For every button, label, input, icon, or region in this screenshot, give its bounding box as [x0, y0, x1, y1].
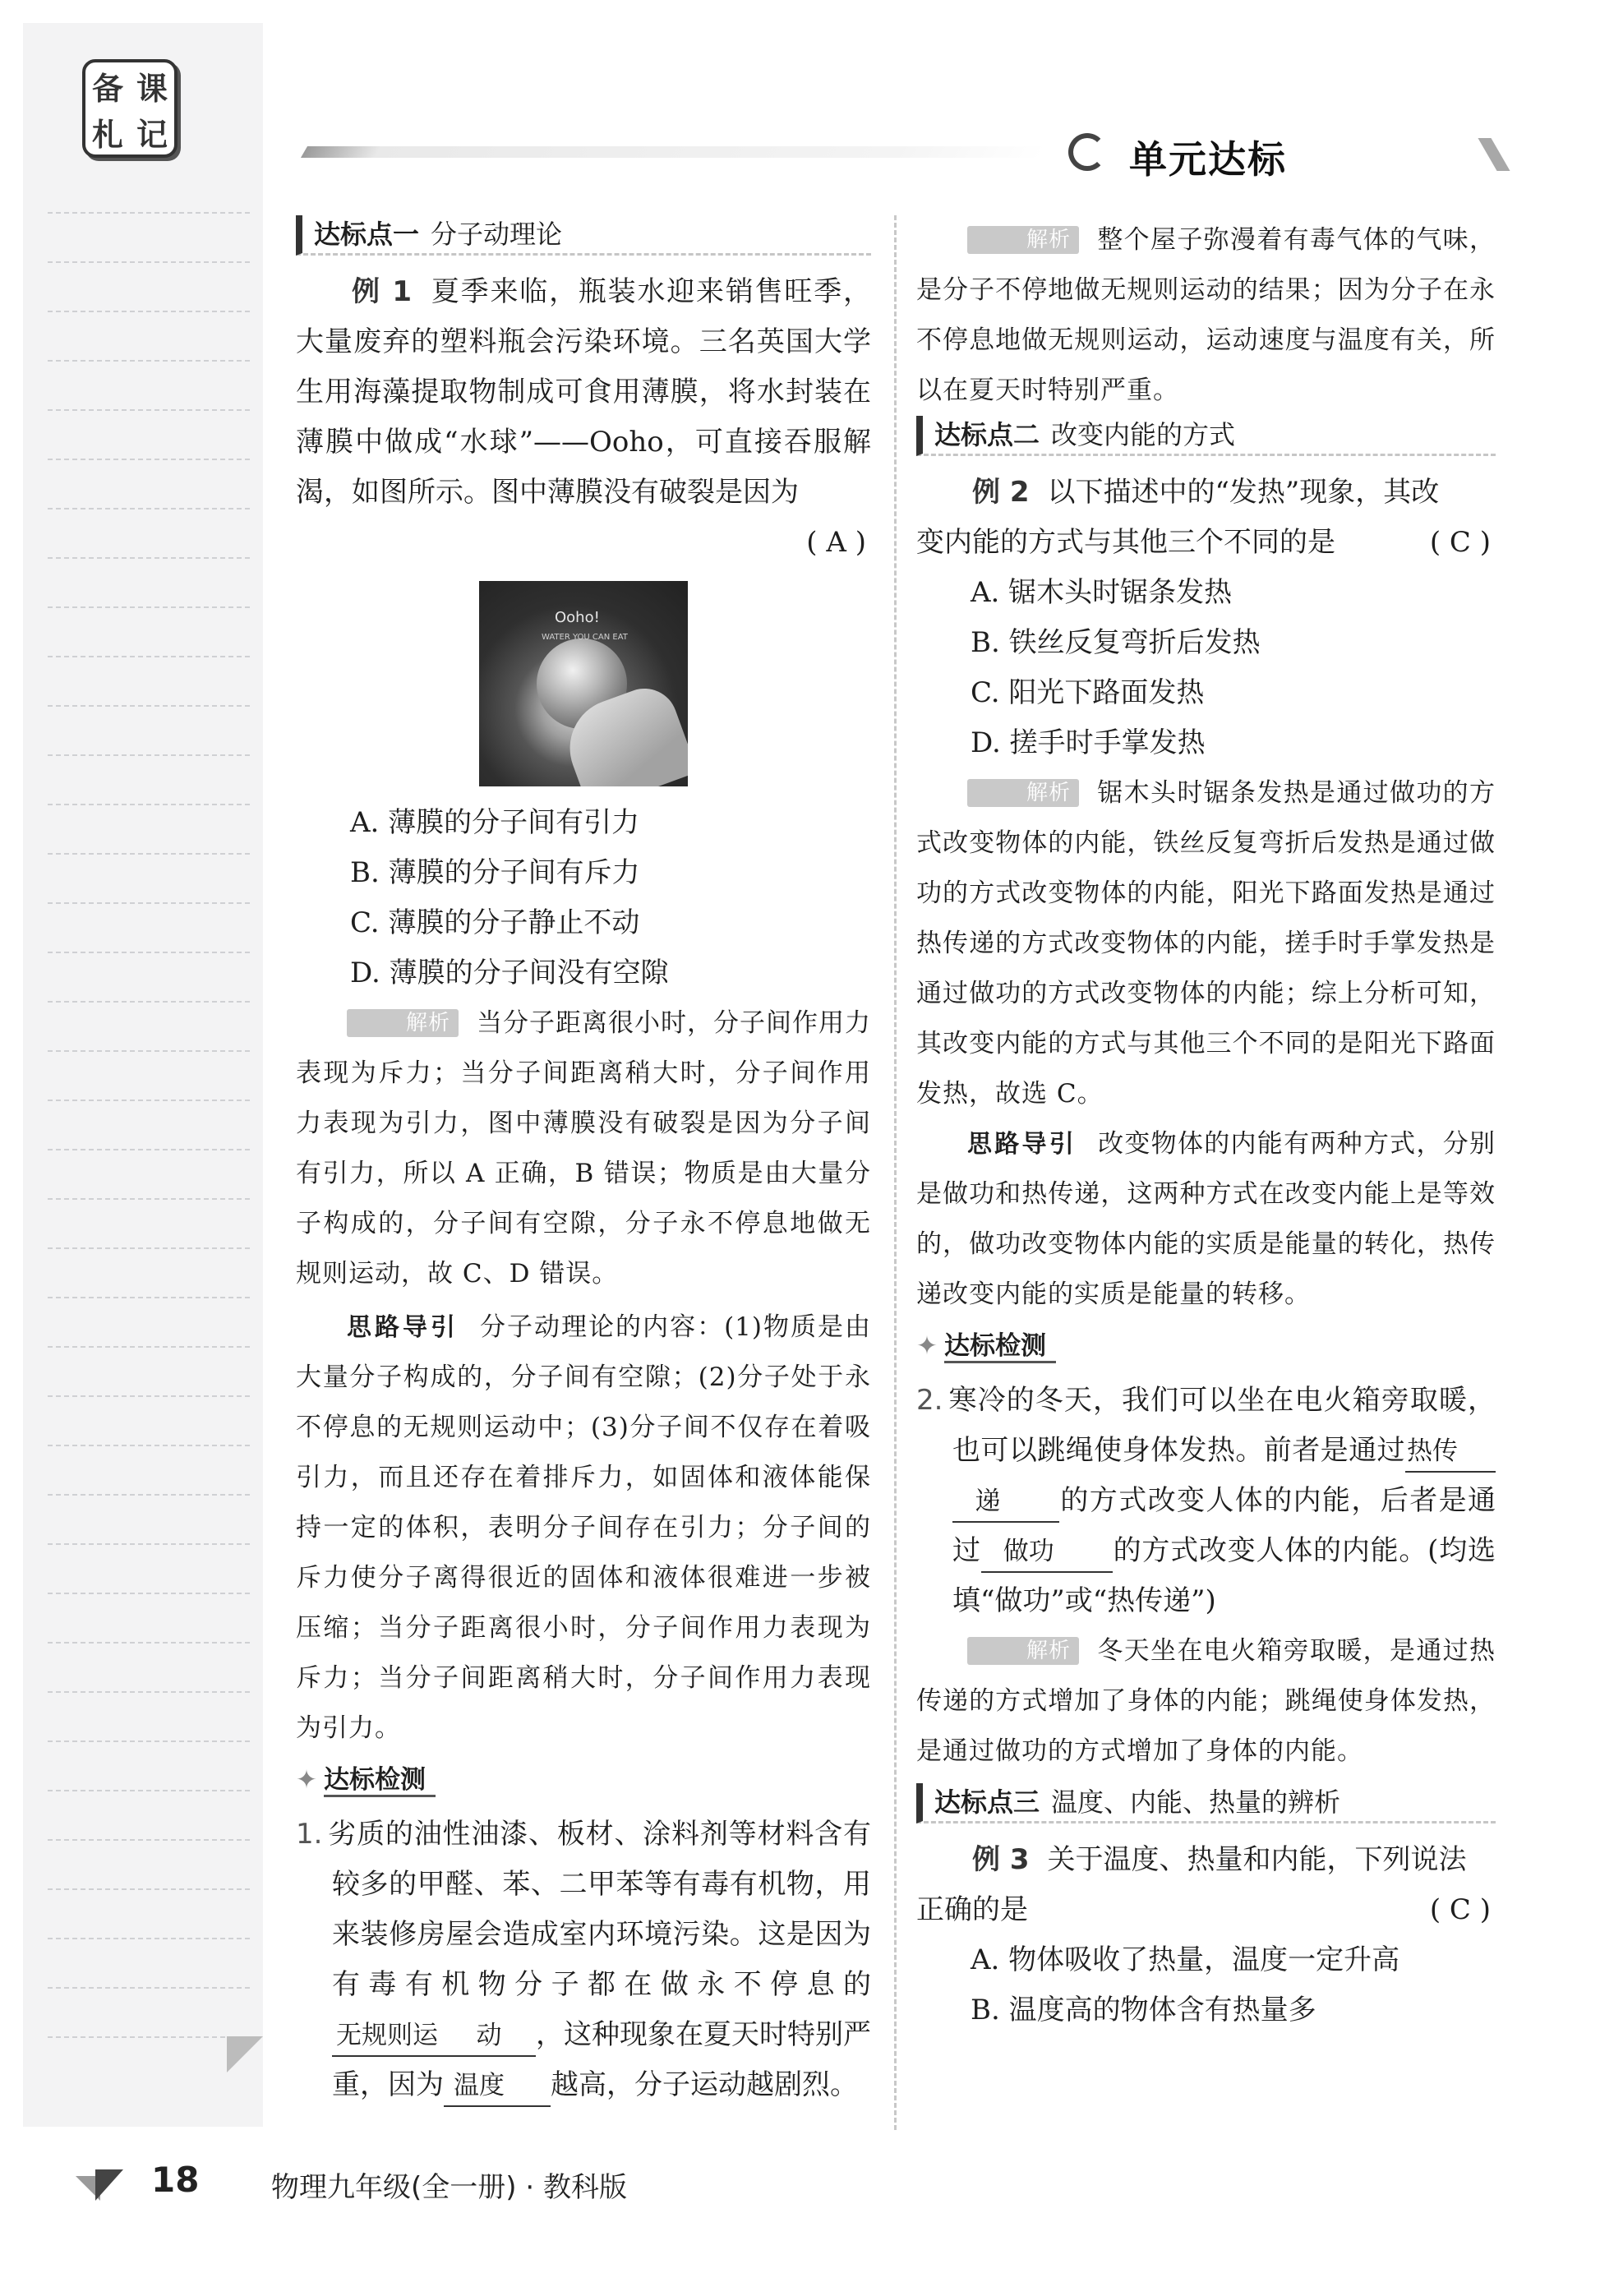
answer-blank: 无规则运	[332, 2016, 478, 2057]
analysis	[916, 1626, 1496, 1777]
analysis-tag: 解析	[967, 226, 1079, 254]
check-heading	[916, 1325, 1496, 1367]
option: A. 薄膜的分子间有引力	[350, 806, 640, 839]
example-text: 关于温度、热量和内能，下列说法	[1047, 1843, 1467, 1876]
option: A. 物体吸收了热量，温度一定升高	[971, 1943, 1400, 1976]
option: B. 铁丝反复弯折后发热	[971, 626, 1261, 659]
footer-arrow-icon	[76, 2169, 125, 2204]
guide	[916, 1119, 1496, 1320]
badge-char: 札	[91, 116, 123, 153]
unit-title: 单元达标	[1129, 137, 1287, 182]
example-text: 夏季来临，瓶装水迎来销售旺季，大量废弃的塑料瓶会污染环境。三名英国大学生用海藻提取物制成可食用薄膜，将水封装在薄膜中做成“水球”——Ooho，可直接吞服解渴，如图所示。图中薄膜没有破裂是因为	[296, 275, 872, 509]
check-label: 达标检测	[324, 1765, 436, 1797]
right-column	[916, 215, 1496, 2036]
book-title: 物理九年级(全一册) · 教科版	[271, 2171, 627, 2204]
notes-margin	[23, 23, 263, 2127]
analysis-tag: 解析	[967, 779, 1079, 807]
analysis-text: 冬天坐在电火箱旁取暖，是通过热传递的方式增加了身体的内能；跳绳使身体发热，是通过做功的方式增加了身体的内能。	[916, 1636, 1496, 1766]
guide-text: 改变物体的内能有两种方式，分别是做功和热传递，这两种方式在改变内能上是等效的，做功改变物体内能的实质是能量的转化，热传递改变内能的实质是能量的转移。	[916, 1129, 1496, 1309]
badge-char: 记	[136, 116, 168, 153]
question-1	[296, 1810, 871, 2110]
answer-blank: 温度	[444, 2066, 551, 2107]
check-heading	[296, 1759, 871, 1801]
question-number: 2.	[916, 1384, 943, 1417]
example-text-line	[916, 518, 1496, 568]
sparkle-icon: ✦	[916, 1331, 938, 1361]
badge-char: 备	[91, 70, 123, 107]
option: D. 搓手时手掌发热	[971, 726, 1206, 759]
page-number: 18	[151, 2160, 200, 2200]
example-text: 以下描述中的“发热”现象，其改	[1047, 476, 1440, 509]
example-tag: 例 2	[972, 476, 1030, 509]
option: D. 薄膜的分子间没有空隙	[350, 957, 669, 989]
notes-badge	[82, 59, 178, 158]
answer-blank: 做功	[981, 1532, 1113, 1573]
example-2	[916, 468, 1496, 518]
header-bar-left	[301, 146, 1047, 158]
question-number: 1.	[296, 1818, 323, 1851]
example-3	[916, 1835, 1496, 1885]
analysis	[916, 215, 1496, 416]
section-title: 改变内能的方式	[1051, 419, 1236, 450]
analysis-text: 当分子距离很小时，分子间作用力表现为斥力；当分子间距离稍大时，分子间作用力表现为引力，图中薄膜没有破裂是因为分子间有引力，所以 A 正确，B 错误；物质是由大量分子构成的，分子间有空隙，分子永不停息地做无规则运动，故 C、D 错误。	[296, 1008, 872, 1289]
unit-header	[288, 123, 1496, 189]
guide-tag: 思路导引	[347, 1313, 459, 1342]
guide-tag: 思路导引	[967, 1130, 1077, 1159]
column-divider	[894, 215, 897, 2130]
analysis	[296, 998, 871, 1299]
corner-triangle-icon	[227, 2036, 263, 2072]
answer: ( C )	[1429, 1893, 1491, 1926]
section-label: 达标点三	[934, 1787, 1040, 1818]
option: A. 锯木头时锯条发热	[971, 576, 1233, 609]
ooho-photo	[479, 581, 688, 786]
header-bar-right	[1478, 138, 1510, 171]
section-heading	[916, 1783, 1496, 1823]
example-tag: 例 3	[972, 1843, 1030, 1876]
option: B. 薄膜的分子间有斥力	[350, 856, 640, 889]
answer: ( C )	[1429, 526, 1491, 559]
analysis-text: 锯木头时锯条发热是通过做功的方式改变物体的内能，铁丝反复弯折后发热是通过做功的方式改变物体的内能，阳光下路面发热是通过热传递的方式改变物体的内能，搓手时手掌发热是通过做功的方式改变物体的内能；综上分析可知，其改变内能的方式与其他三个不同的是阳光下路面发热，故选 C。	[916, 778, 1496, 1109]
sparkle-icon: ✦	[296, 1765, 317, 1795]
question-text: ，这种现象在夏天时特别严重，因为	[332, 2018, 871, 2101]
photo-caption: Ooho!	[555, 609, 600, 626]
section-title: 分子动理论	[431, 219, 563, 250]
answer-blank: 动	[478, 2016, 536, 2057]
left-column	[296, 215, 871, 2110]
section-heading	[916, 416, 1496, 456]
answer-blank: 热传	[1405, 1432, 1496, 1473]
analysis-tag: 解析	[967, 1637, 1079, 1665]
example-text-line	[916, 1885, 1496, 1935]
answer: ( A )	[806, 526, 866, 559]
option: B. 温度高的物体含有热量多	[971, 1994, 1316, 2026]
question-text: 劣质的油性油漆、板材、涂料剂等材料含有较多的甲醛、苯、二甲苯等有毒有机物，用来装修房屋会造成室内环境污染。这是因为有毒有机物分子都在做永不停息的	[327, 1818, 871, 2001]
example-tag: 例 1	[352, 275, 413, 308]
example-text: 变内能的方式与其他三个不同的是	[916, 526, 1335, 559]
check-label: 达标检测	[944, 1331, 1056, 1363]
question-text: 的方式改变人体的内能，后者是通过	[952, 1484, 1496, 1567]
example-text: 正确的是	[916, 1893, 1028, 1926]
question-text: 越高，分子运动越剧烈。	[551, 2068, 858, 2101]
analysis-tag: 解析	[347, 1009, 459, 1037]
section-heading	[296, 215, 871, 256]
section-title: 温度、内能、热量的辨析	[1051, 1787, 1341, 1818]
analysis	[916, 768, 1496, 1119]
question-text: 寒冷的冬天，我们可以坐在电火箱旁取暖，也可以跳绳使身体发热。前者是通过	[948, 1384, 1496, 1467]
analysis-text: 整个屋子弥漫着有毒气体的气味，是分子不停地做无规则运动的结果；因为分子在永不停息地做无规则运动，运动速度与温度有关，所以在夏天时特别严重。	[916, 225, 1496, 405]
guide	[296, 1302, 871, 1754]
answer-blank: 递	[952, 1482, 1059, 1523]
photo-subcaption: WATER YOU CAN EAT	[542, 633, 628, 642]
option: C. 薄膜的分子静止不动	[350, 906, 640, 939]
question-text: 的方式改变人体的内能。(均选填“做功”或“热传递”)	[952, 1534, 1496, 1617]
section-label: 达标点二	[934, 419, 1040, 450]
question-2	[916, 1376, 1496, 1626]
ring-icon	[1068, 133, 1106, 171]
option: C. 阳光下路面发热	[971, 676, 1205, 709]
example-1	[296, 267, 871, 518]
section-label: 达标点一	[314, 219, 420, 250]
guide-text: 分子动理论的内容：(1)物质是由大量分子构成的，分子间有空隙；(2)分子处于永不停息的无规则运动中；(3)分子间不仅存在着吸引力，而且还存在着排斥力，如固体和液体能保持一定的体积，表明分子间存在引力；分子间的斥力使分子离得很近的固体和液体很难进一步被压缩；当分子距离很小时，分子间作用力表现为斥力；当分子间距离稍大时，分子间作用力表现为引力。	[296, 1312, 872, 1743]
badge-char: 课	[136, 70, 168, 107]
